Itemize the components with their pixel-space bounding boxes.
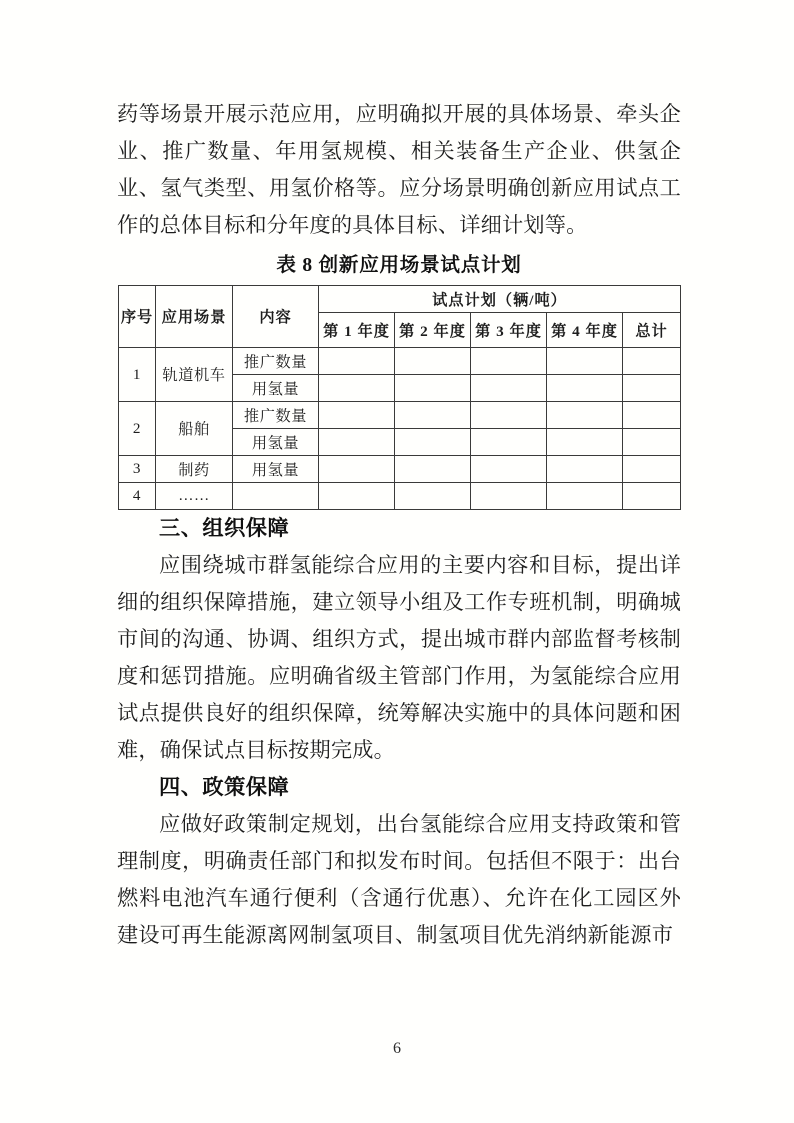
cell-content: 推广数量: [233, 348, 319, 375]
cell-year2: [395, 429, 471, 456]
cell-year4: [547, 348, 623, 375]
pilot-plan-table: [118, 285, 681, 510]
cell-content: 用氢量: [233, 429, 319, 456]
cell-no: 2: [119, 402, 156, 456]
cell-no: 4: [119, 483, 156, 510]
cell-scene: 船舶: [156, 402, 233, 456]
page-number: 6: [393, 1040, 401, 1057]
cell-year2: [395, 348, 471, 375]
table-row: [119, 348, 681, 375]
cell-content: 用氢量: [233, 456, 319, 483]
column-header-year3: 第 3 年度: [471, 313, 547, 348]
cell-total: [623, 429, 681, 456]
page-content: [117, 96, 681, 954]
column-header-no: 序号: [119, 286, 156, 348]
column-header-total: 总计: [623, 313, 681, 348]
heading-policy: 四、政策保障: [159, 776, 290, 799]
column-header-content: 内容: [233, 286, 319, 348]
table-body: [119, 348, 681, 510]
cell-year1: [319, 402, 395, 429]
heading-organization: 三、组织保障: [159, 517, 290, 540]
cell-content: 推广数量: [233, 402, 319, 429]
cell-year4: [547, 375, 623, 402]
cell-year3: [471, 375, 547, 402]
cell-year1: [319, 375, 395, 402]
column-header-year4: 第 4 年度: [547, 313, 623, 348]
cell-year4: [547, 483, 623, 510]
paragraph-intro: 药等场景开展示范应用，应明确拟开展的具体场景、牵头企业、推广数量、年用氢规模、相关装备生产企业、供氢企业、氢气类型、用氢价格等。应分场景明确创新应用试点工作的总体目标和分年度的具体目标、详细计划等。: [117, 102, 681, 237]
column-header-year1: 第 1 年度: [319, 313, 395, 348]
cell-year1: [319, 429, 395, 456]
cell-year2: [395, 402, 471, 429]
cell-scene: ……: [156, 483, 233, 510]
column-header-group-plan: 试点计划（辆/吨）: [319, 286, 681, 313]
cell-year4: [547, 402, 623, 429]
cell-total: [623, 348, 681, 375]
cell-total: [623, 375, 681, 402]
cell-total: [623, 456, 681, 483]
cell-year1: [319, 456, 395, 483]
cell-content: [233, 483, 319, 510]
cell-scene: 制药: [156, 456, 233, 483]
cell-year1: [319, 483, 395, 510]
cell-year3: [471, 348, 547, 375]
cell-content: 用氢量: [233, 375, 319, 402]
cell-year3: [471, 429, 547, 456]
cell-year3: [471, 402, 547, 429]
cell-scene: 轨道机车: [156, 348, 233, 402]
cell-no: 1: [119, 348, 156, 402]
paragraph-organization: 应围绕城市群氢能综合应用的主要内容和目标，提出详细的组织保障措施，建立领导小组及工作专班机制，明确城市间的沟通、协调、组织方式，提出城市群内部监督考核制度和惩罚措施。应明确省级主管部门作用，为氢能综合应用试点提供良好的组织保障，统筹解决实施中的具体问题和困难，确保试点目标按期完成。: [117, 553, 681, 762]
cell-year3: [471, 456, 547, 483]
cell-year4: [547, 456, 623, 483]
table-caption: 表 8 创新应用场景试点计划: [276, 255, 522, 276]
cell-year2: [395, 456, 471, 483]
table-row: [119, 456, 681, 483]
table-row: [119, 402, 681, 429]
cell-year2: [395, 375, 471, 402]
cell-year1: [319, 348, 395, 375]
cell-year4: [547, 429, 623, 456]
table-head: [119, 286, 681, 348]
cell-total: [623, 402, 681, 429]
column-header-year2: 第 2 年度: [395, 313, 471, 348]
cell-total: [623, 483, 681, 510]
table-header-row-main: [119, 286, 681, 313]
cell-year2: [395, 483, 471, 510]
paragraph-policy: 应做好政策制定规划，出台氢能综合应用支持政策和管理制度，明确责任部门和拟发布时间。包括但不限于：出台燃料电池汽车通行便利（含通行优惠）、允许在化工园区外建设可再生能源离网制氢项目、制氢项目优先消纳新能源市: [117, 812, 681, 947]
column-header-scene: 应用场景: [156, 286, 233, 348]
cell-no: 3: [119, 456, 156, 483]
cell-year3: [471, 483, 547, 510]
table-row: [119, 483, 681, 510]
